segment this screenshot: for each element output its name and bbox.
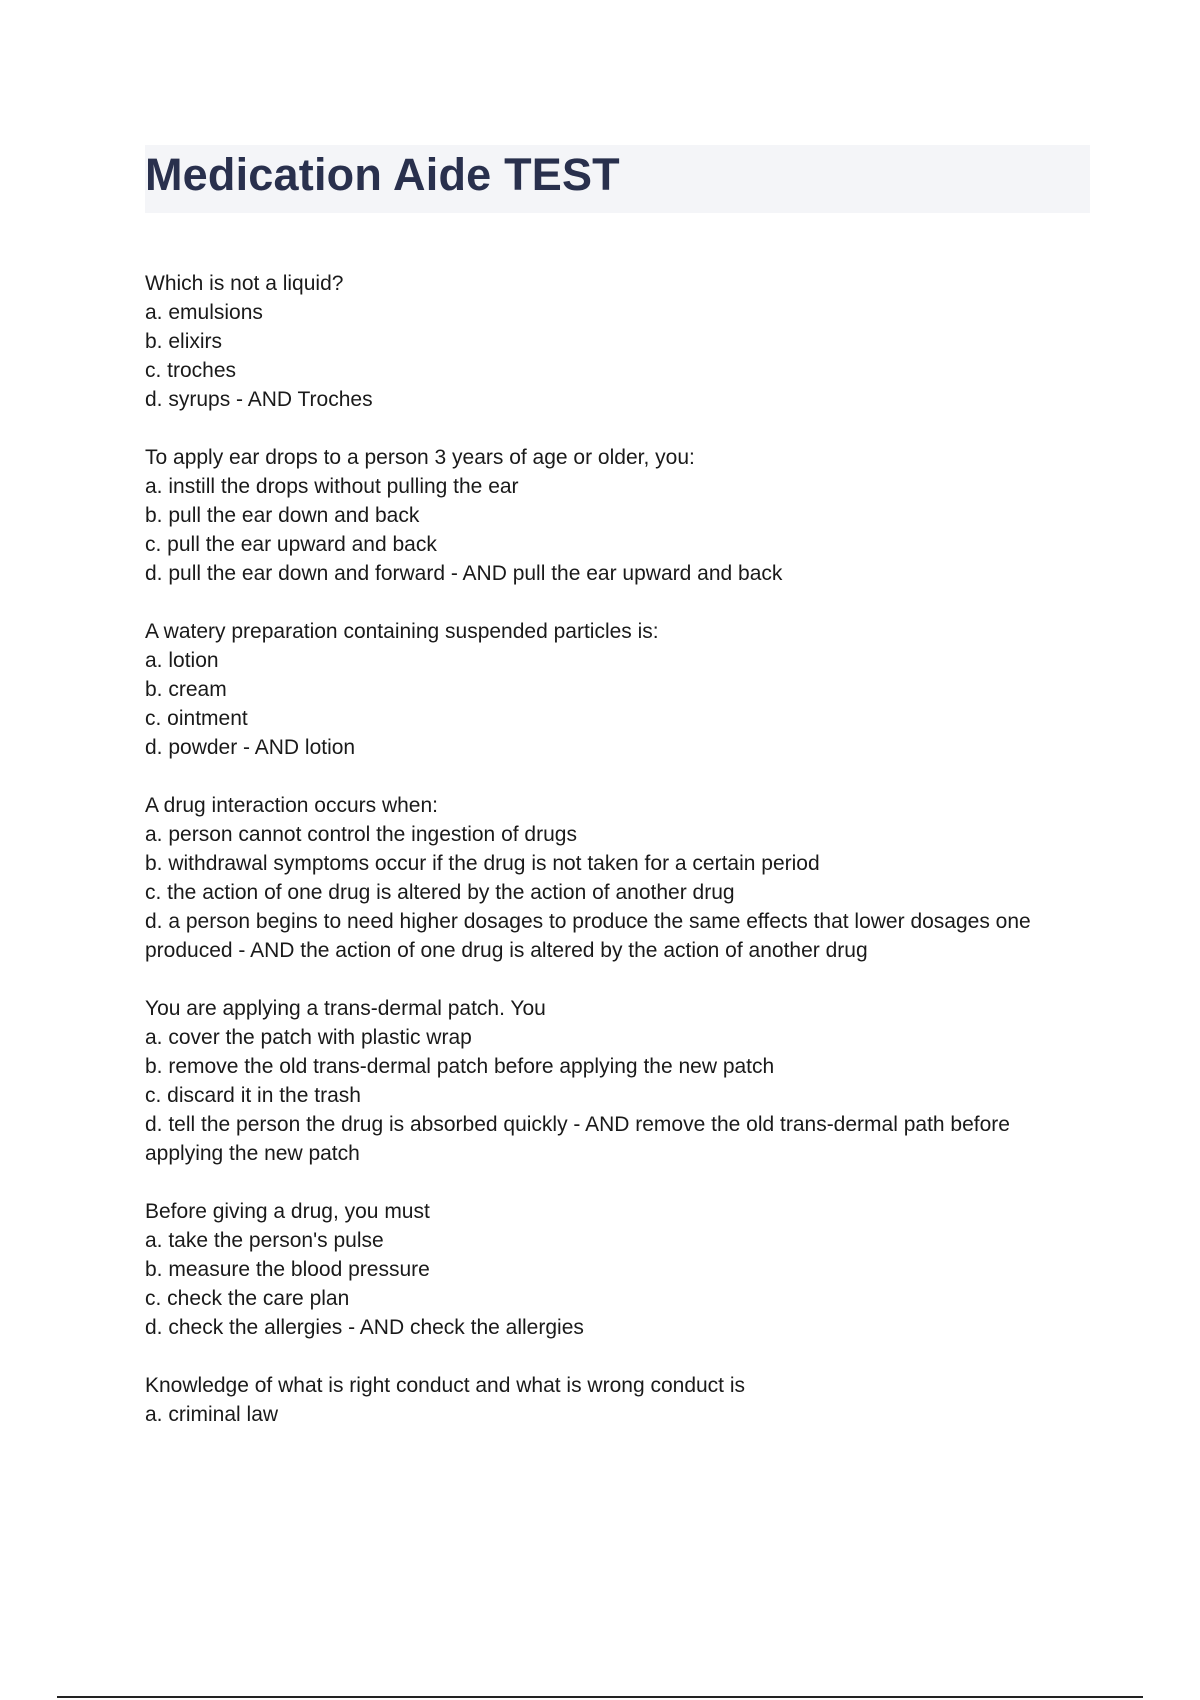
page-title: Medication Aide TEST (145, 149, 620, 200)
answer-option: d. check the allergies - AND check the allergies (145, 1316, 584, 1339)
answer-option: a. lotion (145, 649, 219, 672)
answer-option: c. ointment (145, 707, 248, 730)
answer-option: a. instill the drops without pulling the ear (145, 475, 519, 498)
answer-option: d. powder - AND lotion (145, 736, 356, 759)
answer-option: d. tell the person the drug is absorbed quickly - AND remove the old trans-dermal path before applying the new patch (145, 1113, 1010, 1165)
question-block (145, 994, 1090, 1168)
question-block (145, 1371, 1090, 1429)
answer-option: c. discard it in the trash (145, 1084, 361, 1107)
answer-option: c. the action of one drug is altered by the action of another drug (145, 881, 735, 904)
question-block (145, 791, 1090, 965)
question-block (145, 269, 1090, 414)
question-block (145, 1197, 1090, 1342)
question-stem: You are applying a trans-dermal patch. You (145, 997, 546, 1020)
answer-option: c. troches (145, 359, 237, 382)
answer-option: b. remove the old trans-dermal patch before applying the new patch (145, 1055, 775, 1078)
answer-option: a. person cannot control the ingestion of drugs (145, 823, 577, 846)
answer-option: c. check the care plan (145, 1287, 350, 1310)
question-block (145, 617, 1090, 762)
answer-option: d. pull the ear down and forward - AND pull the ear upward and back (145, 562, 783, 585)
question-stem: Knowledge of what is right conduct and what is wrong conduct is (145, 1374, 746, 1397)
answer-option: d. syrups - AND Troches (145, 388, 373, 411)
question-stem: A drug interaction occurs when: (145, 794, 438, 817)
answer-option: a. emulsions (145, 301, 263, 324)
title-banner (145, 145, 1090, 213)
footer-divider (57, 1696, 1143, 1698)
question-stem: A watery preparation containing suspended particles is: (145, 620, 659, 643)
answer-option: b. measure the blood pressure (145, 1258, 430, 1281)
question-stem: Before giving a drug, you must (145, 1200, 430, 1223)
answer-option: c. pull the ear upward and back (145, 533, 437, 556)
answer-option: a. cover the patch with plastic wrap (145, 1026, 472, 1049)
answer-option: b. pull the ear down and back (145, 504, 420, 527)
answer-option: a. take the person's pulse (145, 1229, 384, 1252)
answer-option: b. withdrawal symptoms occur if the drug is not taken for a certain period (145, 852, 820, 875)
question-block (145, 443, 1090, 588)
question-stem: Which is not a liquid? (145, 272, 344, 295)
answer-option: a. criminal law (145, 1403, 279, 1426)
question-stem: To apply ear drops to a person 3 years of age or older, you: (145, 446, 695, 469)
answer-option: b. elixirs (145, 330, 223, 353)
answer-option: d. a person begins to need higher dosages to produce the same effects that lower dosages one produced - AND the action of one drug is altered by the action of another drug (145, 910, 1031, 962)
answer-option: b. cream (145, 678, 227, 701)
question-list (145, 269, 1090, 1458)
